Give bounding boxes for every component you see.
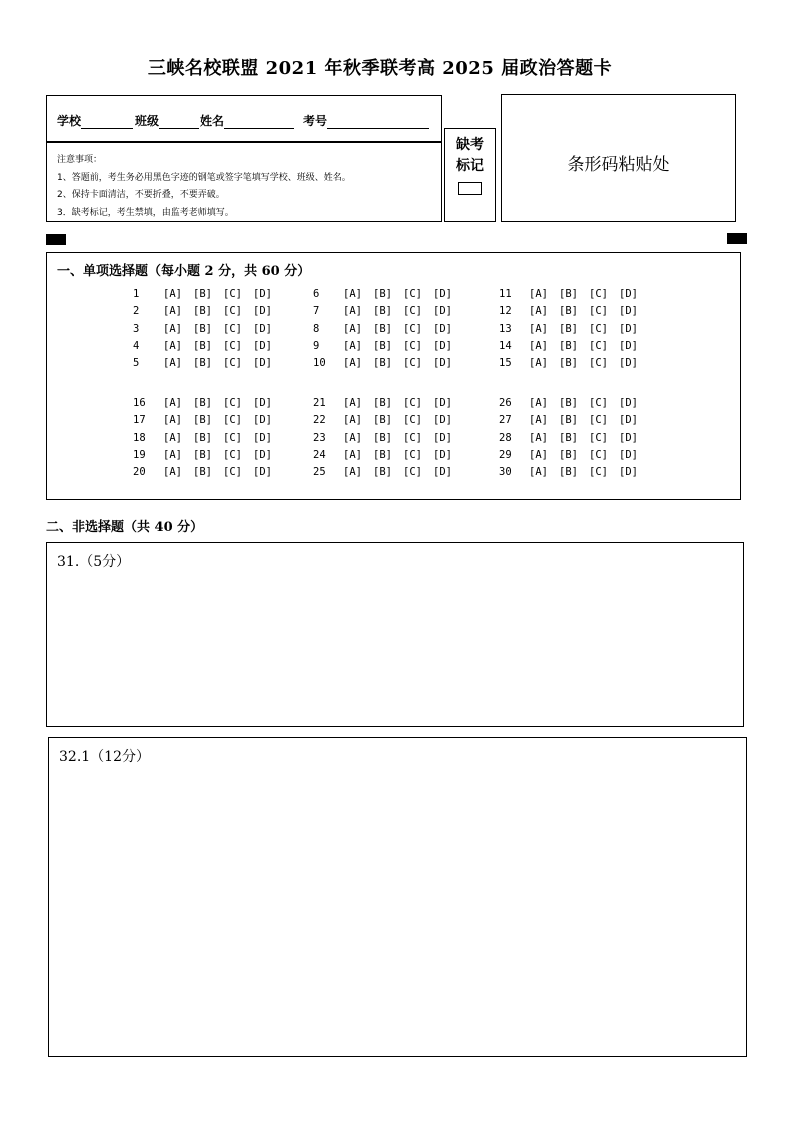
choice-bubble[interactable]: [B] xyxy=(193,431,212,444)
question-number: 2 xyxy=(133,305,140,318)
choice-row xyxy=(313,397,463,409)
question-number: 6 xyxy=(313,288,320,300)
alignment-marker-left xyxy=(46,234,66,245)
choice-bubble[interactable]: [C] xyxy=(589,466,608,479)
class-field[interactable] xyxy=(135,112,199,129)
choice-bubble[interactable]: [D] xyxy=(253,414,272,427)
question-number: 13 xyxy=(499,322,512,335)
choice-bubble[interactable]: [B] xyxy=(559,305,578,318)
choice-bubble[interactable]: [C] xyxy=(589,357,608,370)
choice-bubble[interactable]: [D] xyxy=(433,414,452,427)
choice-row xyxy=(313,357,463,369)
choice-bubble[interactable]: [B] xyxy=(373,448,392,461)
choice-bubble[interactable]: [D] xyxy=(619,322,638,335)
choice-bubble[interactable]: [A] xyxy=(163,466,182,479)
choice-bubble[interactable]: [A] xyxy=(343,466,362,479)
absent-mark-box xyxy=(444,128,496,222)
choice-bubble[interactable]: [D] xyxy=(619,466,638,479)
choice-bubble[interactable]: [C] xyxy=(223,322,242,335)
choice-bubble[interactable]: [D] xyxy=(253,448,272,461)
choice-row xyxy=(499,323,649,335)
choice-row xyxy=(313,449,463,461)
choice-row xyxy=(133,397,283,409)
exam-number-label: 考号 xyxy=(303,114,328,128)
barcode-label: 条形码粘贴处 xyxy=(567,155,670,175)
question-number: 16 xyxy=(133,397,146,409)
choice-row xyxy=(313,466,463,478)
choice-row xyxy=(499,397,649,409)
choice-bubble[interactable]: [C] xyxy=(589,431,608,444)
choice-bubble[interactable]: [B] xyxy=(193,397,212,409)
choice-bubble[interactable]: [D] xyxy=(433,288,452,300)
choice-bubble[interactable]: [C] xyxy=(589,448,608,461)
choice-bubble[interactable]: [B] xyxy=(193,466,212,479)
choice-bubble[interactable]: [A] xyxy=(343,322,362,335)
question-number: 15 xyxy=(499,357,512,370)
choice-bubble[interactable]: [A] xyxy=(529,357,548,370)
choice-bubble[interactable]: [C] xyxy=(403,431,422,444)
choice-row xyxy=(133,357,283,369)
choice-row xyxy=(133,466,283,478)
choice-bubble[interactable]: [A] xyxy=(343,357,362,370)
choice-bubble[interactable]: [C] xyxy=(223,466,242,479)
choice-bubble[interactable]: [B] xyxy=(373,397,392,409)
question-number: 22 xyxy=(313,414,326,427)
question-number: 27 xyxy=(499,414,512,427)
choice-row xyxy=(499,340,649,352)
choice-bubble[interactable]: [D] xyxy=(433,431,452,444)
choice-row xyxy=(133,305,283,317)
choice-bubble[interactable]: [D] xyxy=(253,305,272,318)
absent-checkbox[interactable] xyxy=(458,182,482,195)
choice-bubble[interactable]: [A] xyxy=(163,397,182,409)
choice-bubble[interactable]: [B] xyxy=(559,288,578,300)
question-number: 10 xyxy=(313,357,326,370)
choice-bubble[interactable]: [B] xyxy=(559,322,578,335)
question-number: 12 xyxy=(499,305,512,318)
section2-title: 二、非选择题（共 40 分） xyxy=(46,520,204,535)
choice-row xyxy=(133,288,283,300)
choice-row xyxy=(499,449,649,461)
choice-bubble[interactable]: [C] xyxy=(403,322,422,335)
choice-bubble[interactable]: [B] xyxy=(559,397,578,409)
question-number: 4 xyxy=(133,339,140,352)
choice-bubble[interactable]: [A] xyxy=(529,339,548,352)
choice-bubble[interactable]: [D] xyxy=(253,357,272,370)
choice-bubble[interactable]: [D] xyxy=(433,357,452,370)
choice-bubble[interactable]: [D] xyxy=(619,414,638,427)
choice-bubble[interactable]: [B] xyxy=(193,305,212,318)
choice-bubble[interactable]: [A] xyxy=(163,339,182,352)
choice-bubble[interactable]: [B] xyxy=(559,414,578,427)
choice-bubble[interactable]: [C] xyxy=(223,431,242,444)
choice-bubble[interactable]: [A] xyxy=(343,339,362,352)
question-number: 23 xyxy=(313,431,326,444)
question-number: 7 xyxy=(313,305,320,318)
choice-bubble[interactable]: [C] xyxy=(589,414,608,427)
choice-bubble[interactable]: [A] xyxy=(163,288,182,300)
choice-bubble[interactable]: [D] xyxy=(619,288,638,300)
choice-bubble[interactable]: [D] xyxy=(433,448,452,461)
choice-bubble[interactable]: [A] xyxy=(163,322,182,335)
choice-bubble[interactable]: [D] xyxy=(253,397,272,409)
question-number: 3 xyxy=(133,322,140,335)
answer-box-32[interactable] xyxy=(48,737,747,1057)
question-number: 1 xyxy=(133,288,140,300)
note-item: 2、保持卡面清洁，不要折叠，不要弄破。 xyxy=(57,190,225,200)
choice-row xyxy=(313,323,463,335)
choice-bubble[interactable]: [C] xyxy=(403,414,422,427)
question-number: 25 xyxy=(313,466,326,479)
question-number: 9 xyxy=(313,339,320,352)
name-label: 姓名 xyxy=(200,114,225,128)
choice-bubble[interactable]: [A] xyxy=(163,414,182,427)
note-item: 3．缺考标记，考生禁填，由监考老师填写。 xyxy=(57,207,234,218)
question-number: 29 xyxy=(499,448,512,461)
name-field[interactable] xyxy=(200,112,294,129)
choice-bubble[interactable]: [D] xyxy=(433,322,452,335)
choice-row xyxy=(499,288,649,300)
choice-bubble[interactable]: [C] xyxy=(403,357,422,370)
student-info-fields xyxy=(47,96,441,143)
choice-bubble[interactable]: [D] xyxy=(253,288,272,300)
choice-bubble[interactable]: [B] xyxy=(373,339,392,352)
choice-bubble[interactable]: [A] xyxy=(343,288,362,300)
choice-bubble[interactable]: [C] xyxy=(403,288,422,300)
choice-bubble[interactable]: [B] xyxy=(373,357,392,370)
choice-bubble[interactable]: [B] xyxy=(373,431,392,444)
choice-bubble[interactable]: [B] xyxy=(373,288,392,300)
choice-row xyxy=(313,305,463,317)
question-number: 20 xyxy=(133,466,146,479)
choice-bubble[interactable]: [B] xyxy=(559,339,578,352)
answer-box-31[interactable] xyxy=(46,542,744,727)
class-label: 班级 xyxy=(135,114,160,128)
student-info-box xyxy=(46,95,442,222)
choice-bubble[interactable]: [B] xyxy=(559,466,578,479)
choice-row xyxy=(499,432,649,444)
barcode-area xyxy=(501,94,736,222)
choice-row xyxy=(499,357,649,369)
choice-bubble[interactable]: [A] xyxy=(529,288,548,300)
choice-bubble[interactable]: [B] xyxy=(373,305,392,318)
choice-row xyxy=(499,466,649,478)
question-number: 17 xyxy=(133,414,146,427)
choice-bubble[interactable]: [C] xyxy=(589,305,608,318)
choice-bubble[interactable]: [B] xyxy=(559,357,578,370)
question-number: 21 xyxy=(313,397,326,409)
choice-bubble[interactable]: [B] xyxy=(373,322,392,335)
choice-bubble[interactable]: [C] xyxy=(223,339,242,352)
choice-bubble[interactable]: [D] xyxy=(619,431,638,444)
section1-title: 一、单项选择题（每小题 2 分，共 60 分） xyxy=(57,264,311,279)
choice-bubble[interactable]: [A] xyxy=(529,397,548,409)
choice-bubble[interactable]: [B] xyxy=(373,414,392,427)
choice-bubble[interactable]: [C] xyxy=(223,414,242,427)
choice-bubble[interactable]: [B] xyxy=(559,431,578,444)
multiple-choice-section xyxy=(46,252,741,500)
question-number: 8 xyxy=(313,322,320,335)
choice-bubble[interactable]: [B] xyxy=(193,288,212,300)
choice-bubble[interactable]: [C] xyxy=(403,339,422,352)
choice-bubble[interactable]: [D] xyxy=(619,397,638,409)
choice-bubble[interactable]: [A] xyxy=(529,466,548,479)
choice-bubble[interactable]: [D] xyxy=(619,339,638,352)
choice-bubble[interactable]: [A] xyxy=(529,448,548,461)
choice-bubble[interactable]: [B] xyxy=(193,414,212,427)
choice-row xyxy=(133,449,283,461)
choice-bubble[interactable]: [D] xyxy=(433,466,452,479)
choice-bubble[interactable]: [C] xyxy=(403,448,422,461)
choice-bubble[interactable]: [A] xyxy=(343,448,362,461)
choice-row xyxy=(499,305,649,317)
choice-bubble[interactable]: [C] xyxy=(589,339,608,352)
choice-bubble[interactable]: [A] xyxy=(163,305,182,318)
choice-bubble[interactable]: [A] xyxy=(343,414,362,427)
question-number: 11 xyxy=(499,288,512,300)
alignment-marker-right xyxy=(727,233,747,244)
choice-bubble[interactable]: [C] xyxy=(223,288,242,300)
exam-notes xyxy=(57,152,351,222)
choice-bubble[interactable]: [C] xyxy=(223,305,242,318)
choice-row xyxy=(313,414,463,426)
choice-bubble[interactable]: [C] xyxy=(403,466,422,479)
choice-bubble[interactable]: [B] xyxy=(193,448,212,461)
choice-bubble[interactable]: [A] xyxy=(163,431,182,444)
choice-bubble[interactable]: [C] xyxy=(403,305,422,318)
choice-row xyxy=(133,414,283,426)
choice-row xyxy=(133,340,283,352)
choice-row xyxy=(133,432,283,444)
notes-heading: 注意事项： xyxy=(57,155,103,165)
exam-number-field[interactable] xyxy=(303,112,429,129)
choice-bubble[interactable]: [A] xyxy=(343,431,362,444)
choice-bubble[interactable]: [A] xyxy=(163,448,182,461)
choice-bubble[interactable]: [D] xyxy=(619,448,638,461)
choice-bubble[interactable]: [C] xyxy=(403,397,422,409)
choice-bubble[interactable]: [D] xyxy=(619,357,638,370)
school-field[interactable] xyxy=(57,112,133,129)
choice-row xyxy=(313,288,463,300)
note-item: 1、答题前，考生务必用黑色字迹的钢笔或签字笔填写学校、班级、姓名。 xyxy=(57,172,351,183)
choice-bubble[interactable]: [C] xyxy=(223,397,242,409)
choice-bubble[interactable]: [C] xyxy=(589,288,608,300)
choice-bubble[interactable]: [D] xyxy=(253,466,272,479)
question-number: 26 xyxy=(499,397,512,409)
question-number: 18 xyxy=(133,431,146,444)
choice-bubble[interactable]: [D] xyxy=(619,305,638,318)
question-number: 28 xyxy=(499,431,512,444)
question-31-label: 31.（5分） xyxy=(57,554,131,570)
choice-bubble[interactable]: [D] xyxy=(433,339,452,352)
choice-bubble[interactable]: [B] xyxy=(373,466,392,479)
choice-bubble[interactable]: [C] xyxy=(223,448,242,461)
choice-bubble[interactable]: [D] xyxy=(433,397,452,409)
choice-bubble[interactable]: [A] xyxy=(163,357,182,370)
choice-bubble[interactable]: [A] xyxy=(529,305,548,318)
choice-bubble[interactable]: [C] xyxy=(223,357,242,370)
choice-bubble[interactable]: [A] xyxy=(343,397,362,409)
choice-bubble[interactable]: [D] xyxy=(253,322,272,335)
choice-bubble[interactable]: [D] xyxy=(253,339,272,352)
choice-bubble[interactable]: [A] xyxy=(529,431,548,444)
choice-bubble[interactable]: [C] xyxy=(589,322,608,335)
page-title: 三峡名校联盟 2021 年秋季联考高 2025 届政治答题卡 xyxy=(147,58,613,79)
choice-bubble[interactable]: [A] xyxy=(529,322,548,335)
choice-bubble[interactable]: [C] xyxy=(589,397,608,409)
choice-bubble[interactable]: [A] xyxy=(343,305,362,318)
choice-bubble[interactable]: [D] xyxy=(253,431,272,444)
choice-row xyxy=(499,414,649,426)
choice-row xyxy=(133,323,283,335)
choice-bubble[interactable]: [B] xyxy=(193,322,212,335)
choice-bubble[interactable]: [B] xyxy=(193,357,212,370)
choice-row xyxy=(313,340,463,352)
question-number: 14 xyxy=(499,339,512,352)
question-number: 30 xyxy=(499,466,512,479)
school-label: 学校 xyxy=(57,114,82,128)
question-number: 24 xyxy=(313,448,326,461)
absent-label-line2: 标记 xyxy=(456,158,484,174)
absent-label-line1: 缺考 xyxy=(456,137,484,153)
choice-row xyxy=(313,432,463,444)
choice-bubble[interactable]: [B] xyxy=(559,448,578,461)
question-number: 5 xyxy=(133,357,140,370)
question-number: 19 xyxy=(133,448,146,461)
choice-bubble[interactable]: [B] xyxy=(193,339,212,352)
choice-bubble[interactable]: [A] xyxy=(529,414,548,427)
choice-bubble[interactable]: [D] xyxy=(433,305,452,318)
question-32-label: 32.1（12分） xyxy=(59,749,150,765)
